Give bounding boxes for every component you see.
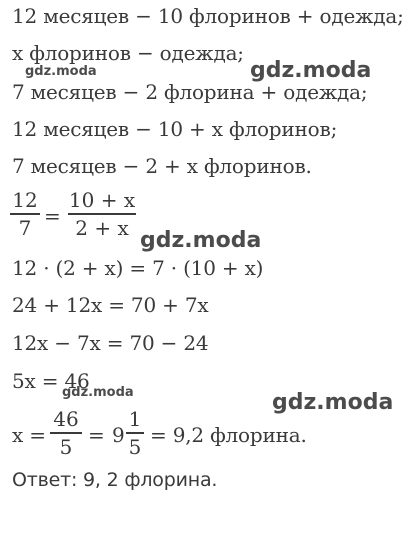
fraction-numerator: 46 bbox=[53, 407, 79, 431]
fraction-numerator: 1 bbox=[128, 407, 142, 431]
line-9: 5x = 46 bbox=[12, 369, 90, 393]
equals-sign: = bbox=[44, 204, 61, 228]
fraction-numerator: 10 + x bbox=[68, 188, 136, 212]
line-2: x флоринов − одежда; bbox=[12, 41, 244, 65]
fraction-denominator: 5 bbox=[59, 434, 73, 459]
fraction-denominator: 5 bbox=[128, 434, 142, 459]
solution-result: = 9,2 флорина. bbox=[150, 423, 307, 447]
line-3: 7 месяцев − 2 флорина + одежда; bbox=[12, 80, 368, 104]
line-8: 12x − 7x = 70 − 24 bbox=[12, 331, 209, 355]
equals-sign: = bbox=[88, 423, 105, 447]
fraction-numerator: 12 bbox=[12, 188, 38, 212]
watermark: gdz.moda bbox=[62, 385, 134, 400]
solution-prefix: x = bbox=[12, 423, 46, 447]
watermark: gdz.moda bbox=[140, 228, 262, 253]
mixed-whole: 9 bbox=[112, 423, 125, 447]
watermark: gdz.moda bbox=[250, 58, 372, 83]
line-7: 24 + 12x = 70 + 7x bbox=[12, 293, 209, 317]
line-4: 12 месяцев − 10 + x флоринов; bbox=[12, 117, 338, 141]
watermark: gdz.moda bbox=[25, 64, 97, 79]
proportion-left-fraction bbox=[10, 187, 40, 241]
fraction-denominator: 2 + x bbox=[75, 215, 129, 240]
line-1: 12 месяцев − 10 флоринов + одежда; bbox=[12, 4, 404, 28]
mixed-fraction bbox=[126, 406, 144, 460]
answer-text: Ответ: 9, 2 флорина. bbox=[12, 469, 218, 491]
fraction-denominator: 7 bbox=[18, 215, 32, 240]
line-5: 7 месяцев − 2 + x флоринов. bbox=[12, 154, 312, 178]
watermark: gdz.moda bbox=[272, 390, 394, 415]
line-6: 12 · (2 + x) = 7 · (10 + x) bbox=[12, 256, 264, 280]
proportion-right-fraction bbox=[68, 187, 136, 241]
solution-fraction bbox=[50, 406, 82, 460]
